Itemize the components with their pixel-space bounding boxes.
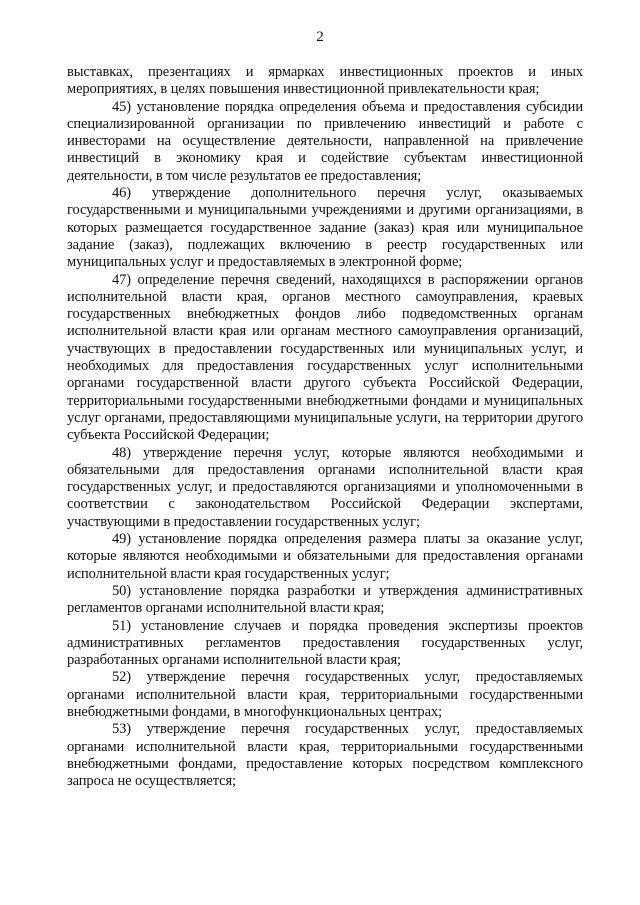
paragraph-item-53: 53) утверждение перечня государственных услуг, предоставляемых органами исполнительной власти края, территориальными государственными внебюджетными фондами, предоставление которых посредством комплексного запроса не осуществляется; (67, 721, 583, 790)
paragraph-item-50: 50) установление порядка разработки и утверждения административных регламентов органами исполнительной власти края; (67, 582, 583, 617)
document-body (67, 64, 583, 790)
paragraph-item-48: 48) утверждение перечня услуг, которые являются необходимыми и обязательными для предоставления органами исполнительной власти края государственных услуг, и предоставляются организациями и уполномоченными в соответствии с законодательством Российской Федерации экспертами, участвующими в предоставлении государственных услуг; (67, 444, 583, 530)
paragraph-item-46: 46) утверждение дополнительного перечня услуг, оказываемых государственными и муниципальными учреждениями и другими организациями, в которых размещается государственное задание (заказ) края или муниципальное задание (заказ), подлежащих включению в реестр государственных или муниципальных услуг и предоставляемых в электронной форме; (67, 185, 583, 271)
paragraph-continuation: выставках, презентациях и ярмарках инвестиционных проектов и иных мероприятиях, в целях повышения инвестиционной привлекательности края; (67, 64, 583, 98)
paragraph-item-52: 52) утверждение перечня государственных услуг, предоставляемых органами исполнительной власти края, территориальными государственными внебюджетными фондами, в многофункциональных центрах; (67, 669, 583, 720)
paragraph-item-49: 49) установление порядка определения размера платы за оказание услуг, которые являются необходимыми и обязательными для предоставления органами исполнительной власти края государственных услуг; (67, 531, 583, 582)
paragraph-item-47: 47) определение перечня сведений, находящихся в распоряжении органов исполнительной власти края, органов местного самоуправления, краевых государственных внебюджетных фондов либо подведомственных органам исполнительной власти края или органам местного самоуправления организаций, участвующих в предоставлении государственных или муниципальных услуг, и необходимых для предоставления государственных услуг исполнительными органами государственной власти другого субъекта Российской Федерации, территориальными государственными внебюджетными фондами и муниципальных услуг органами, предоставляющими муниципальные услуги, на территории другого субъекта Российской Федерации; (67, 271, 583, 444)
paragraph-item-51: 51) установление случаев и порядка проведения экспертизы проектов административных регламентов предоставления государственных услуг, разработанных органами исполнительной власти края; (67, 617, 583, 669)
page-number: 2 (316, 29, 324, 45)
paragraph-item-45: 45) установление порядка определения объема и предоставления субсидии специализированной организации по привлечению инвестиций и работе с инвесторами на осуществление деятельности, направленной на привлечение инвестиций в экономику края и содействие субъектам инвестиционной деятельности, в том числе результатов ее предоставления; (67, 98, 583, 184)
